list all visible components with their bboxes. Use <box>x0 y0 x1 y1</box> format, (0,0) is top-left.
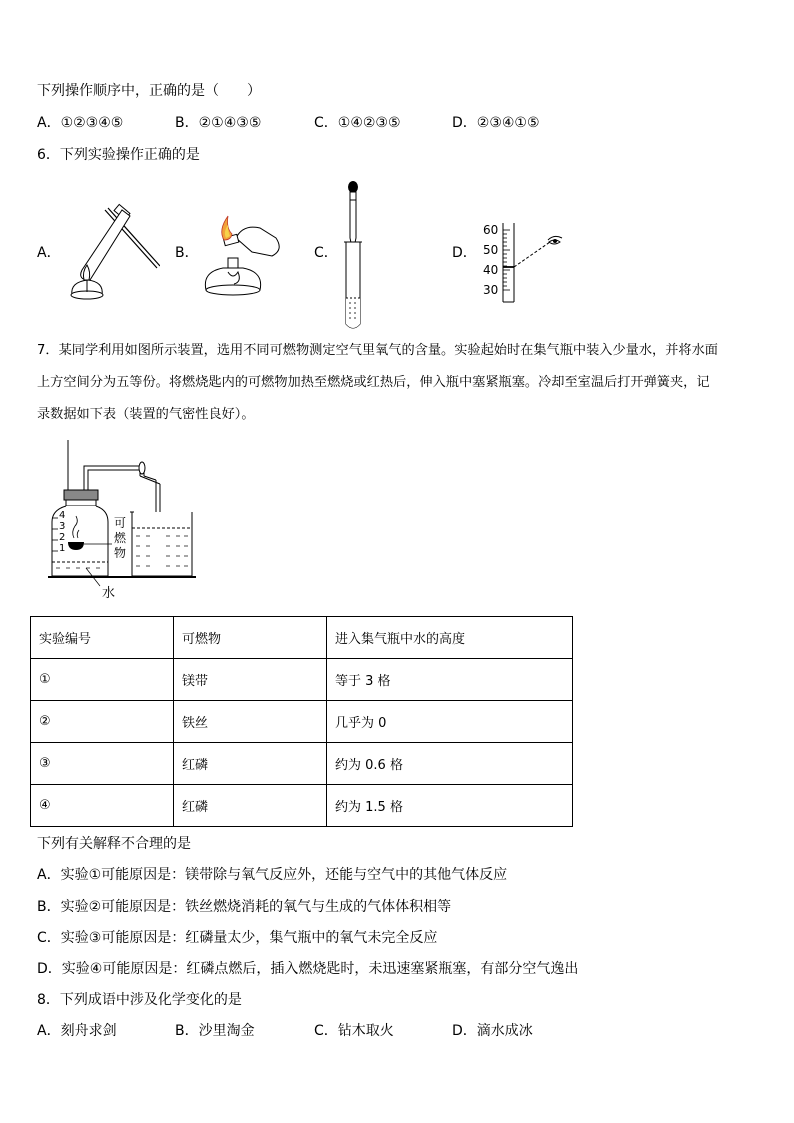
jar-mark-3: 3 <box>59 521 66 532</box>
table-cell: 几乎为 0 <box>327 701 573 743</box>
q5-option-c-text: ①④②③⑤ <box>337 115 401 131</box>
q8-option-c-text: 钻木取火 <box>337 1023 394 1039</box>
table-cell: 红磷 <box>174 743 327 785</box>
q5-option-d-text: ②③④①⑤ <box>476 115 540 131</box>
q8-option-b-text: 沙里淘金 <box>198 1023 255 1039</box>
q8-stem: 8．下列成语中涉及化学变化的是 <box>37 992 242 1008</box>
q5-stem: 下列操作顺序中，正确的是（ ） <box>37 83 261 99</box>
q7-apparatus <box>46 438 206 606</box>
table-cell: 约为 0.6 格 <box>327 743 573 785</box>
q8-option-b <box>175 1021 255 1041</box>
table-cell: ① <box>31 659 174 701</box>
q8-option-a-label: A． <box>37 1023 61 1039</box>
q6-fig-c-dropper-into-tube <box>338 180 368 332</box>
q6-fig-a-label: A． <box>37 245 61 261</box>
table-cell: 等于 3 格 <box>327 659 573 701</box>
q7-option-d: D．实验④可能原因是：红磷点燃后，插入燃烧匙时，未迅速塞紧瓶塞，有部分空气逸出 <box>37 961 579 977</box>
q5-option-b <box>175 113 261 133</box>
q5-option-a <box>37 113 123 133</box>
q6-fig-d-label: D． <box>452 245 477 261</box>
table-row <box>31 701 573 743</box>
jar-mark-2: 2 <box>59 532 66 543</box>
cylinder-tick-40: 40 <box>483 263 499 277</box>
combustible-label-2: 燃 <box>114 531 127 545</box>
table-cell: 镁带 <box>174 659 327 701</box>
table-header-cell: 进入集气瓶中水的高度 <box>327 617 573 659</box>
table-header-cell: 实验编号 <box>31 617 174 659</box>
q5-option-b-label: B． <box>175 115 199 131</box>
q7-option-a: A．实验①可能原因是：镁带除与氧气反应外，还能与空气中的其他气体反应 <box>37 867 508 883</box>
q5-option-d <box>452 113 540 133</box>
q5-option-a-label: A． <box>37 115 61 131</box>
q6-fig-b-lighting-alcohol-lamp <box>198 210 288 300</box>
q7-question: 下列有关解释不合理的是 <box>37 836 191 852</box>
q8-option-d-text: 滴水成冰 <box>476 1023 533 1039</box>
q5-option-c-label: C． <box>314 115 338 131</box>
table-cell: 约为 1.5 格 <box>327 785 573 827</box>
table-cell: ③ <box>31 743 174 785</box>
table-cell: 铁丝 <box>174 701 327 743</box>
q7-stem-line-2: 上方空间分为五等份。将燃烧匙内的可燃物加热至燃烧或红热后，伸入瓶中塞紧瓶塞。冷却至室温后打开弹簧夹，记 <box>37 375 710 390</box>
jar-mark-1: 1 <box>59 543 66 554</box>
q7-stem-line-1: 7．某同学利用如图所示装置，选用不同可燃物测定空气里氧气的含量。实验起始时在集气瓶中装入少量水，并将水面 <box>37 343 718 358</box>
q8-option-d-label: D． <box>452 1023 477 1039</box>
q8-option-a-text: 刻舟求剑 <box>60 1023 117 1039</box>
q5-option-c <box>314 113 401 133</box>
q7-stem-line-3: 录数据如下表（装置的气密性良好）。 <box>37 407 255 422</box>
q7-option-c: C．实验③可能原因是：红磷量太少，集气瓶中的氧气未完全反应 <box>37 930 438 946</box>
table-cell: 红磷 <box>174 785 327 827</box>
q5-option-b-text: ②①④③⑤ <box>198 115 262 131</box>
table-row <box>31 659 573 701</box>
jar-mark-4: 4 <box>59 510 66 521</box>
cylinder-tick-50: 50 <box>483 243 499 257</box>
combustible-label-1: 可 <box>114 516 127 530</box>
q5-option-a-text: ①②③④⑤ <box>60 115 124 131</box>
cylinder-tick-30: 30 <box>483 283 499 297</box>
q8-option-c <box>314 1021 394 1041</box>
table-cell: ④ <box>31 785 174 827</box>
q8-option-d <box>452 1021 533 1041</box>
q6-fig-d-measuring-cylinder <box>478 220 568 306</box>
q7-option-b: B．实验②可能原因是：铁丝燃烧消耗的氧气与生成的气体体积相等 <box>37 899 452 915</box>
q8-option-a <box>37 1021 117 1041</box>
q5-option-d-label: D． <box>452 115 477 131</box>
cylinder-tick-60: 60 <box>483 223 499 237</box>
q6-fig-c-label: C． <box>314 245 338 261</box>
q6-fig-b-label: B． <box>175 245 199 261</box>
q6-stem: 6．下列实验操作正确的是 <box>37 147 200 163</box>
q8-option-c-label: C． <box>314 1023 338 1039</box>
table-header-row <box>31 617 573 659</box>
q6-fig-a-heating-test-tube <box>60 200 160 305</box>
table-header-cell: 可燃物 <box>174 617 327 659</box>
table-row <box>31 743 573 785</box>
table-row <box>31 785 573 827</box>
q7-data-table <box>30 616 573 827</box>
combustible-label-3: 物 <box>114 546 127 560</box>
table-cell: ② <box>31 701 174 743</box>
q8-option-b-label: B． <box>175 1023 199 1039</box>
water-label: 水 <box>102 586 116 601</box>
